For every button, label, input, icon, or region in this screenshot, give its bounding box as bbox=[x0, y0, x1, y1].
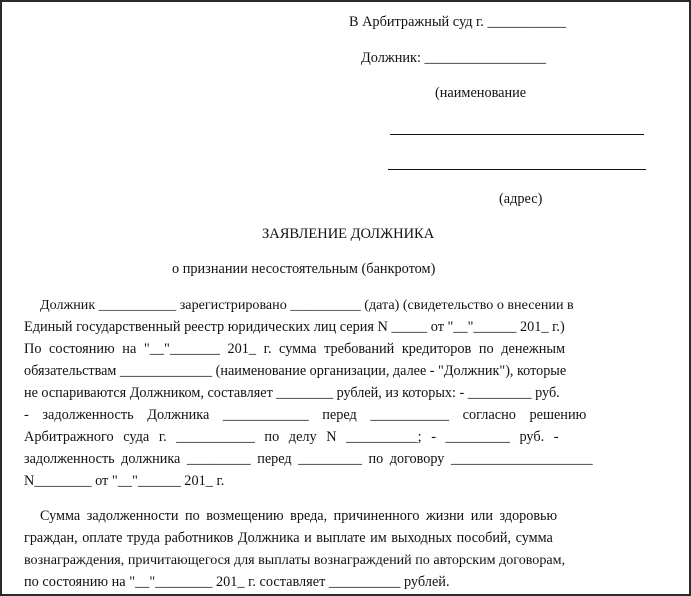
address-hint: (адрес) bbox=[499, 191, 543, 207]
paragraph1-line-3: По состоянию на "__"_______ 201_ г. сумма требований кредиторов по денежным bbox=[24, 341, 566, 357]
paragraph2-line-4: по состоянию на "__"________ 201_ г. составляет __________ рублей. bbox=[24, 574, 450, 590]
name-hint: (наименование bbox=[435, 85, 527, 101]
paragraph1-line-7: Арбитражного суда г. ___________ по делу N __________; - _________ руб. - bbox=[24, 429, 559, 445]
paragraph2-line-1: Сумма задолженности по возмещению вреда, причиненного жизни или здоровью bbox=[40, 508, 558, 524]
paragraph1-line-5: не оспариваются Должником, составляет ________ рублей, из которых: - _________ руб. bbox=[24, 385, 560, 401]
court-line: В Арбитражный суд г. ___________ bbox=[349, 14, 567, 30]
paragraph1-line-4: обязательствам _____________ (наименование организации, далее - "Должник"), которые bbox=[24, 363, 567, 379]
paragraph1-line-9: N________ от "__"______ 201_ г. bbox=[24, 473, 225, 489]
document-subtitle: о признании несостоятельным (банкротом) bbox=[172, 261, 436, 277]
name-blank-line-2 bbox=[388, 169, 646, 170]
paragraph1-line-1: Должник ___________ зарегистрировано __________ (дата) (свидетельство о внесении в bbox=[40, 297, 574, 313]
document-title: ЗАЯВЛЕНИЕ ДОЛЖНИКА bbox=[262, 226, 435, 242]
paragraph1-line-2: Единый государственный реестр юридических лиц серия N _____ от "__"______ 201_ г.) bbox=[24, 319, 565, 335]
name-blank-line-1 bbox=[390, 134, 644, 135]
paragraph1-line-6: - задолженность Должника ____________ перед ___________ согласно решению bbox=[24, 407, 587, 423]
paragraph2-line-2: граждан, оплате труда работников Должника и выплате им выходных пособий, сумма bbox=[24, 530, 553, 546]
paragraph1-line-8: задолженность должника _________ перед _________ по договору ____________________ bbox=[24, 451, 593, 467]
debtor-line: Должник: _________________ bbox=[361, 50, 547, 66]
paragraph2-line-3: вознаграждения, причитающегося для выплаты вознаграждений по авторским договорам, bbox=[24, 552, 566, 568]
